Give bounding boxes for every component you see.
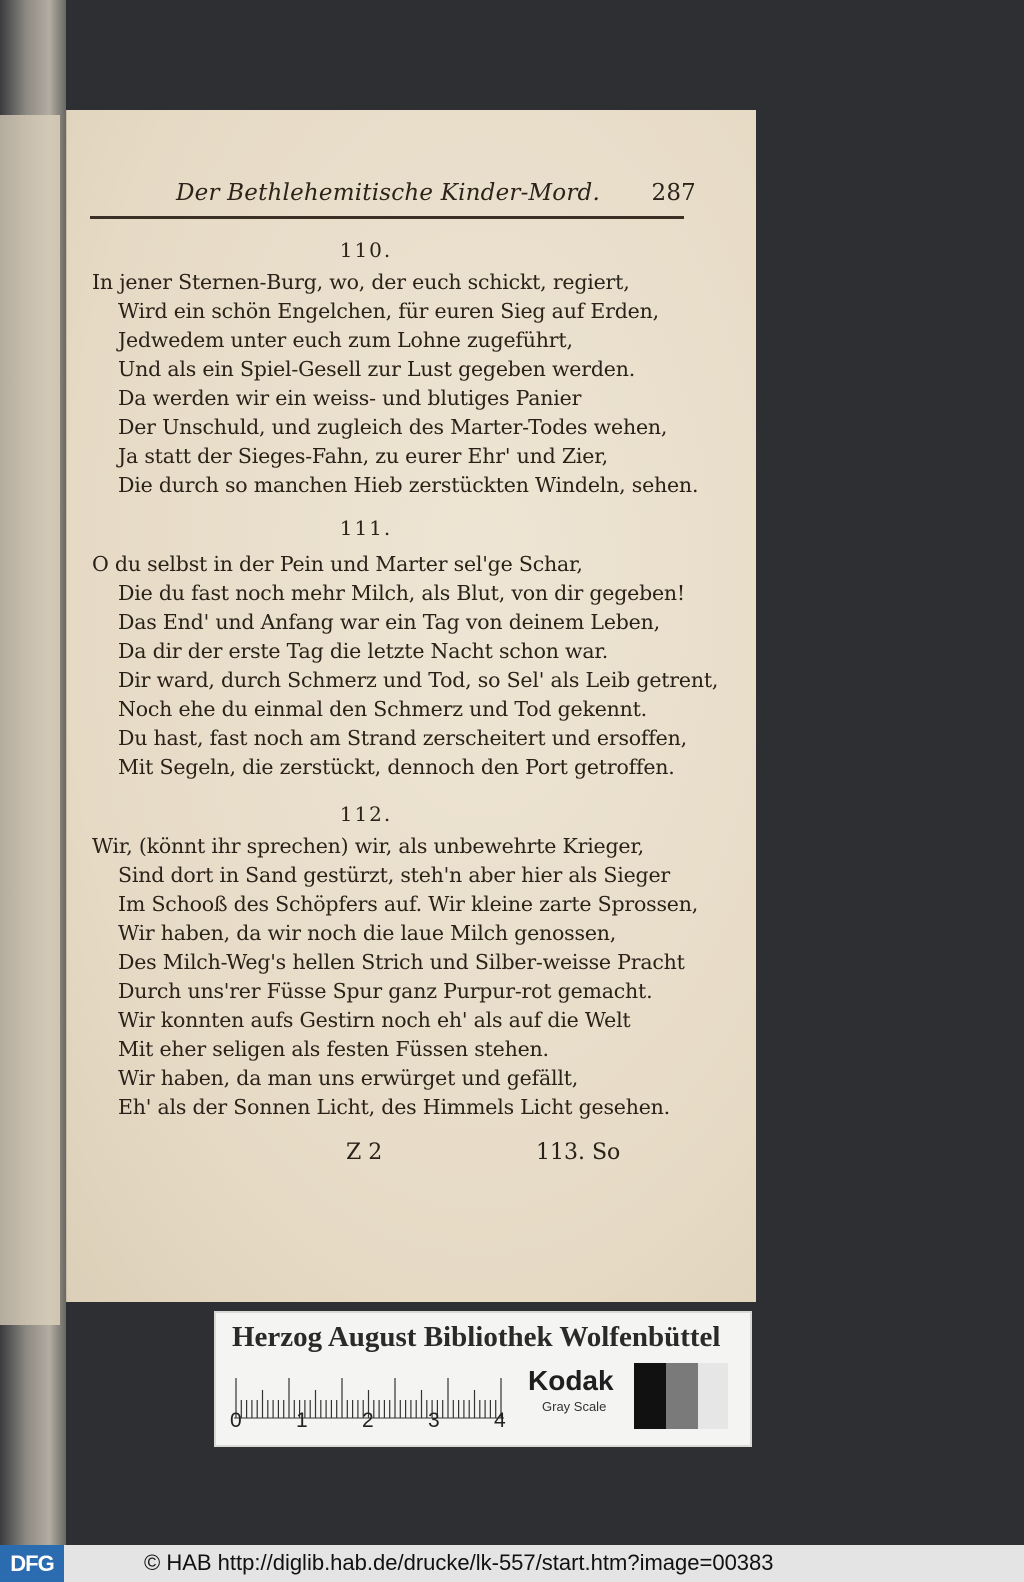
ruler-label: 1	[296, 1409, 308, 1432]
ruler-label: 2	[362, 1409, 374, 1432]
running-title: Der Bethlehemitische Kinder-Mord.	[176, 180, 600, 206]
verse-line: Da werden wir ein weiss- und blutiges Panier	[118, 386, 582, 410]
ruler-label: 0	[230, 1409, 242, 1432]
ruler-label: 4	[494, 1409, 506, 1432]
stanza-number: 111.	[339, 516, 393, 540]
copyright-url[interactable]: © HAB http://diglib.hab.de/drucke/lk-557/start.htm?image=00383	[144, 1550, 774, 1575]
stanza-number: 110.	[339, 238, 393, 262]
institution-name: Herzog August Bibliothek Wolfenbüttel	[232, 1321, 721, 1353]
verse-line: Dir ward, durch Schmerz und Tod, so Sel' als Leib getrent,	[118, 668, 719, 692]
swatch-gray	[666, 1363, 698, 1429]
dfg-logo: DFG	[0, 1545, 64, 1582]
book-page	[66, 110, 756, 1302]
gray-scale-label: Gray Scale	[542, 1399, 607, 1414]
verse-line: Wir haben, da wir noch die laue Milch genossen,	[118, 921, 617, 945]
catchword: 113. So	[536, 1140, 621, 1165]
swatch-black	[634, 1363, 666, 1429]
verse-line: Ja statt der Sieges-Fahn, zu eurer Ehr' und Zier,	[118, 444, 608, 468]
footer-bar	[0, 1545, 1024, 1582]
verse-line: Mit Segeln, die zerstückt, dennoch den Port getroffen.	[118, 755, 675, 779]
verse-line: Du hast, fast noch am Strand zerscheitert und ersoffen,	[118, 726, 687, 750]
header-rule	[90, 216, 684, 219]
verse-line: Wir konnten aufs Gestirn noch eh' als auf die Welt	[118, 1008, 631, 1032]
verse-line: Jedwedem unter euch zum Lohne zugeführt,	[118, 328, 573, 352]
swatch-white	[698, 1363, 728, 1429]
ruler-label: 3	[428, 1409, 440, 1432]
color-scale-card	[214, 1311, 752, 1447]
verse-line: Da dir der erste Tag die letzte Nacht schon war.	[118, 639, 609, 663]
verse-line: Wir, (könnt ihr sprechen) wir, als unbewehrte Krieger,	[92, 834, 644, 858]
kodak-logo: Kodak	[528, 1365, 614, 1396]
verse-line: Wird ein schön Engelchen, für euren Sieg auf Erden,	[118, 299, 659, 323]
verse-line: Sind dort in Sand gestürzt, steh'n aber hier als Sieger	[118, 863, 670, 887]
verse-line: Und als ein Spiel-Gesell zur Lust gegeben werden.	[118, 357, 636, 381]
adjacent-page-edge	[0, 115, 60, 1325]
verse-line: Noch ehe du einmal den Schmerz und Tod gekennt.	[118, 697, 647, 721]
verse-line: Durch uns'rer Füsse Spur ganz Purpur-rot gemacht.	[118, 979, 653, 1003]
verse-line: In jener Sternen-Burg, wo, der euch schickt, regiert,	[92, 270, 630, 294]
signature-mark: Z 2	[346, 1140, 383, 1165]
verse-line: Im Schooß des Schöpfers auf. Wir kleine zarte Sprossen,	[118, 892, 699, 916]
verse-line: Mit eher seligen als festen Füssen stehen.	[118, 1037, 549, 1061]
verse-line: Wir haben, da man uns erwürget und gefällt,	[118, 1066, 579, 1090]
verse-line: O du selbst in der Pein und Marter sel'ge Schar,	[92, 552, 583, 576]
verse-line: Die durch so manchen Hieb zerstückten Windeln, sehen.	[118, 473, 699, 497]
verse-line: Das End' und Anfang war ein Tag von deinem Leben,	[118, 610, 660, 634]
running-header	[176, 180, 696, 214]
stanza-number: 112.	[339, 802, 393, 826]
verse-line: Eh' als der Sonnen Licht, des Himmels Licht gesehen.	[118, 1095, 670, 1119]
verse-line: Der Unschuld, und zugleich des Marter-Todes wehen,	[118, 415, 668, 439]
page-number: 287	[651, 180, 696, 206]
verse-line: Des Milch-Weg's hellen Strich und Silber-weisse Pracht	[118, 950, 685, 974]
verse-line: Die du fast noch mehr Milch, als Blut, von dir gegeben!	[118, 581, 685, 605]
